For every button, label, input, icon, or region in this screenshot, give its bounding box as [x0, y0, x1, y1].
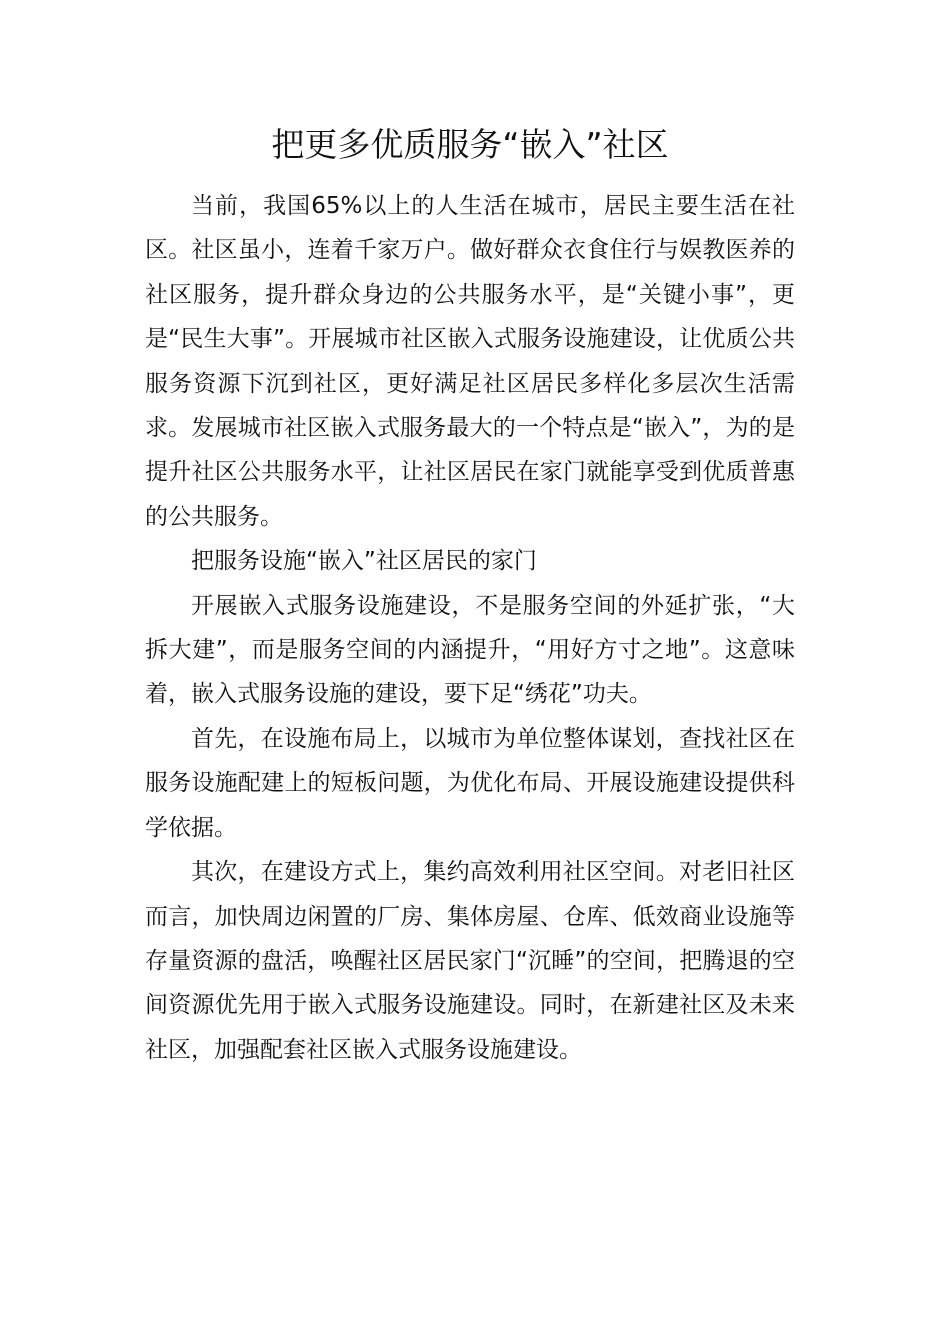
section-heading: 把服务设施“嵌入”社区居民的家门: [191, 548, 537, 575]
paragraph-first: 首先，在设施布局上，以城市为单位整体谋划，查找社区在服务设施配建上的短板问题，为优化布局、开展设施建设提供科学依据。: [145, 725, 795, 841]
paragraph-embedding: 开展嵌入式服务设施建设，不是服务空间的外延扩张，“大拆大建”，而是服务空间的内涵提升，“用好方寸之地”。这意味着，嵌入式服务设施的建设，要下足“绣花”功夫。: [145, 592, 795, 708]
paragraph-second: 其次，在建设方式上，集约高效利用社区空间。对老旧社区而言，加快周边闲置的厂房、集体房屋、仓库、低效商业设施等存量资源的盘活，唤醒社区居民家门“沉睡”的空间，把腾退的空间资源优先用于嵌入式服务设施建设。同时，在新建社区及未来社区，加强配套社区嵌入式服务设施建设。: [145, 859, 795, 1063]
document-title: 把更多优质服务“嵌入”社区: [271, 125, 669, 164]
paragraph-intro: 当前，我国65%以上的人生活在城市，居民主要生活在社区。社区虽小，连着千家万户。做好群众衣食住行与娱教医养的社区服务，提升群众身边的公共服务水平，是“关键小事”，更是“民生大事”。开展城市社区嵌入式服务设施建设，让优质公共服务资源下沉到社区，更好满足社区居民多样化多层次生活需求。发展城市社区嵌入式服务最大的一个特点是“嵌入”，为的是提升社区公共服务水平，让社区居民在家门就能享受到优质普惠的公共服务。: [145, 193, 795, 530]
document-body: [145, 120, 795, 1072]
